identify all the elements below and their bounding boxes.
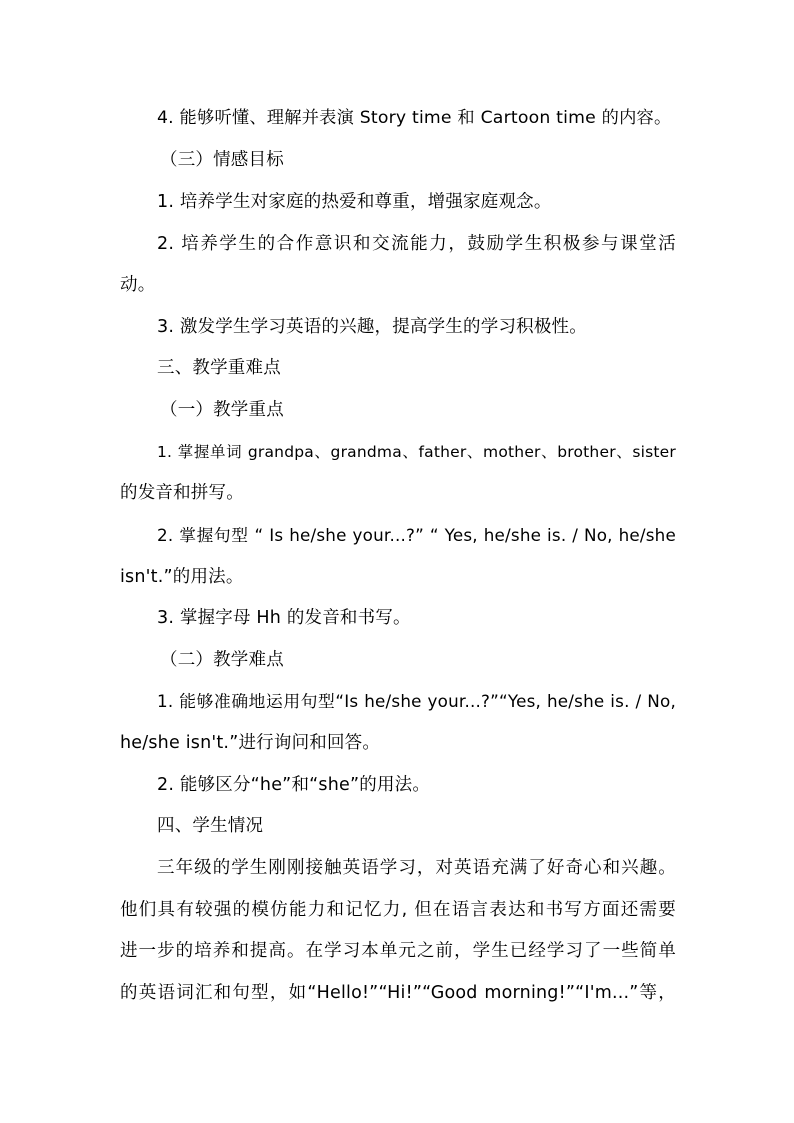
student-situation-paragraph-line-2: 他们具有较强的模仿能力和记忆力, 但在语言表达和书写方面还需要 [120,900,676,920]
difficult-point-1: 1. 能够准确地运用句型“Is he/she your...?”“Yes, he/she is. / No, [157,691,676,711]
difficult-point-1-continued: he/she isn't.”进行询问和回答。 [120,733,381,753]
section-heading-emotional-goals: （三）情感目标 [160,150,284,170]
emotional-goal-2-continued: 动。 [120,275,156,295]
key-point-2: 2. 掌握句型 “ Is he/she your...?” “ Yes, he/she is. / No, he/she [157,525,676,545]
key-point-1: 1. 掌握单词 grandpa、grandma、father、mother、brother、sister [157,443,676,461]
subsection-heading-difficult-points: （二）教学难点 [160,650,284,670]
difficult-point-2: 2. 能够区分“he”和“she”的用法。 [157,775,431,795]
key-point-3: 3. 掌握字母 Hh 的发音和书写。 [157,608,411,628]
key-point-2-continued: isn't.”的用法。 [120,567,244,587]
section-heading-key-difficult-points: 三、教学重难点 [157,358,281,378]
emotional-goal-2: 2. 培养学生的合作意识和交流能力，鼓励学生积极参与课堂活 [157,234,676,254]
section-heading-student-situation: 四、学生情况 [157,816,264,836]
student-situation-paragraph-line-1: 三年级的学生刚刚接触英语学习，对英语充满了好奇心和兴趣。 [157,858,676,878]
emotional-goal-3: 3. 激发学生学习英语的兴趣，提高学生的学习积极性。 [157,317,587,337]
student-situation-paragraph-line-3: 进一步的培养和提高。在学习本单元之前，学生已经学习了一些简单 [120,941,676,961]
key-point-1-continued: 的发音和拼写。 [120,483,244,503]
objective-item-4: 4. 能够听懂、理解并表演 Story time 和 Cartoon time 的内容。 [157,108,672,128]
emotional-goal-1: 1. 培养学生对家庭的热爱和尊重，增强家庭观念。 [157,192,552,212]
subsection-heading-key-points: （一）教学重点 [160,400,284,420]
student-situation-paragraph-line-4: 的英语词汇和句型，如“Hello!”“Hi!”“Good morning!”“I'm...”等， [120,983,676,1003]
